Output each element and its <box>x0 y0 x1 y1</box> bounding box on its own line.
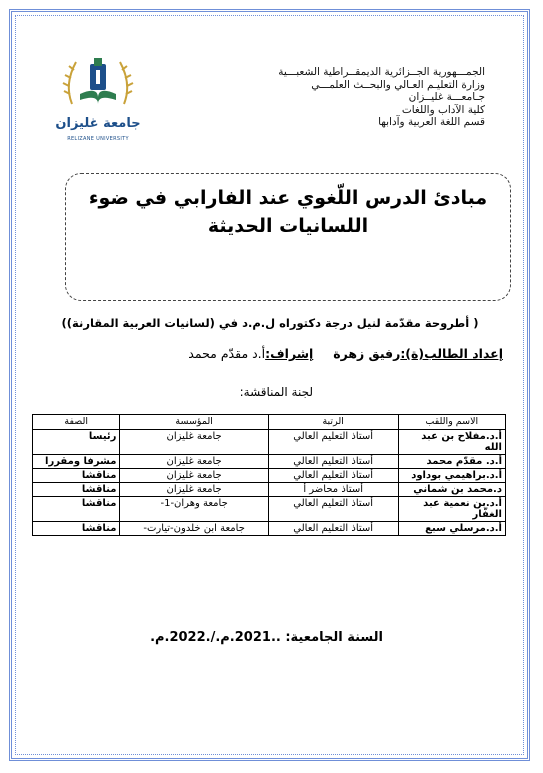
university-emblem-icon <box>52 50 144 114</box>
member-rank: أستاذ محاضر أ <box>268 483 398 497</box>
member-role: مناقشا <box>33 483 120 497</box>
table-row <box>33 483 506 497</box>
header-rank: الرتبة <box>268 415 398 430</box>
table-row <box>33 522 506 536</box>
header-line-republic: الجمـــهورية الجــزائرية الديمقــراطية الشعبـــية <box>278 66 485 78</box>
member-role: مناقشا <box>33 522 120 536</box>
title-box <box>65 173 511 301</box>
table-row <box>33 469 506 483</box>
member-rank: أستاذ التعليم العالي <box>268 497 398 522</box>
logo-name-arabic: جامعة غليزان <box>55 116 141 131</box>
table-row <box>33 497 506 522</box>
thesis-title-line-2: اللسانيات الحديثة <box>207 215 369 237</box>
student-label: إعداد الطالب(ة): <box>400 346 503 361</box>
student-name: رفيق زهرة <box>333 346 401 361</box>
university-logo <box>52 50 144 150</box>
member-rank: أستاذ التعليم العالي <box>268 469 398 483</box>
member-rank: أستاذ التعليم العالي <box>268 455 398 469</box>
table-row <box>33 430 506 455</box>
member-institution: جامعة غليزان <box>120 483 268 497</box>
member-institution: جامعة غليزان <box>120 469 268 483</box>
member-name: أ.د. مقدّم محمد <box>398 455 505 469</box>
member-institution: جامعة غليزان <box>120 430 268 455</box>
member-role: رئيسا <box>33 430 120 455</box>
academic-year: السنة الجامعية: ..2021.م./.2022.م. <box>150 630 383 645</box>
committee-title: لجنة المناقشة: <box>239 385 313 399</box>
supervisor-label: إشراف: <box>265 346 314 361</box>
supervisor-name: أ.د مقدّم محمد <box>188 346 266 361</box>
table-row <box>33 455 506 469</box>
member-role: مناقشا <box>33 497 120 522</box>
committee-header-row <box>33 415 506 430</box>
thesis-title <box>66 184 510 240</box>
header-line-ministry: وزارة التعليـم العـالي والبحــث العلمـــي <box>311 78 485 91</box>
institution-header <box>205 66 485 129</box>
thesis-description: ( أطروحة مقدّمة لنيل درجة دكتوراه ل.م.د في (لسانيات العربية المقارنة)) <box>61 316 479 330</box>
member-name: أ.د.مفلاح بن عبد الله <box>398 430 505 455</box>
thesis-title-line-1: مبادئ الدرس اللّغوي عند الفارابي في ضوء <box>88 187 488 209</box>
member-rank: أستاذ التعليم العالي <box>268 430 398 455</box>
header-role: الصفة <box>33 415 120 430</box>
header-name: الاسم واللقب <box>398 415 505 430</box>
member-role: مشرفا ومقررا <box>33 455 120 469</box>
member-rank: أستاذ التعليم العالي <box>268 522 398 536</box>
member-institution: جامعة غليزان <box>120 455 268 469</box>
authors-line <box>188 346 503 361</box>
logo-name-english: RELIZANE UNIVERSITY <box>67 136 129 142</box>
header-line-department: قسم اللغة العربية وآدابها <box>378 116 485 128</box>
committee-table <box>32 414 506 536</box>
member-name: أ.د.مرسلي سبع <box>398 522 505 536</box>
header-line-faculty: كلية الآداب واللغات <box>401 103 485 116</box>
header-institution: المؤسسة <box>120 415 268 430</box>
member-institution: جامعة ابن خلدون-تيارت- <box>120 522 268 536</box>
member-name: أ.د.براهيمي بوداود <box>398 469 505 483</box>
member-name: د.محمد بن شماني <box>398 483 505 497</box>
member-institution: جامعة وهران-1- <box>120 497 268 522</box>
header-line-university: جـامعـــة غليــزان <box>408 91 485 103</box>
member-role: مناقشا <box>33 469 120 483</box>
member-name: أ.د.بن نعمية عبد الغفّار <box>398 497 505 522</box>
